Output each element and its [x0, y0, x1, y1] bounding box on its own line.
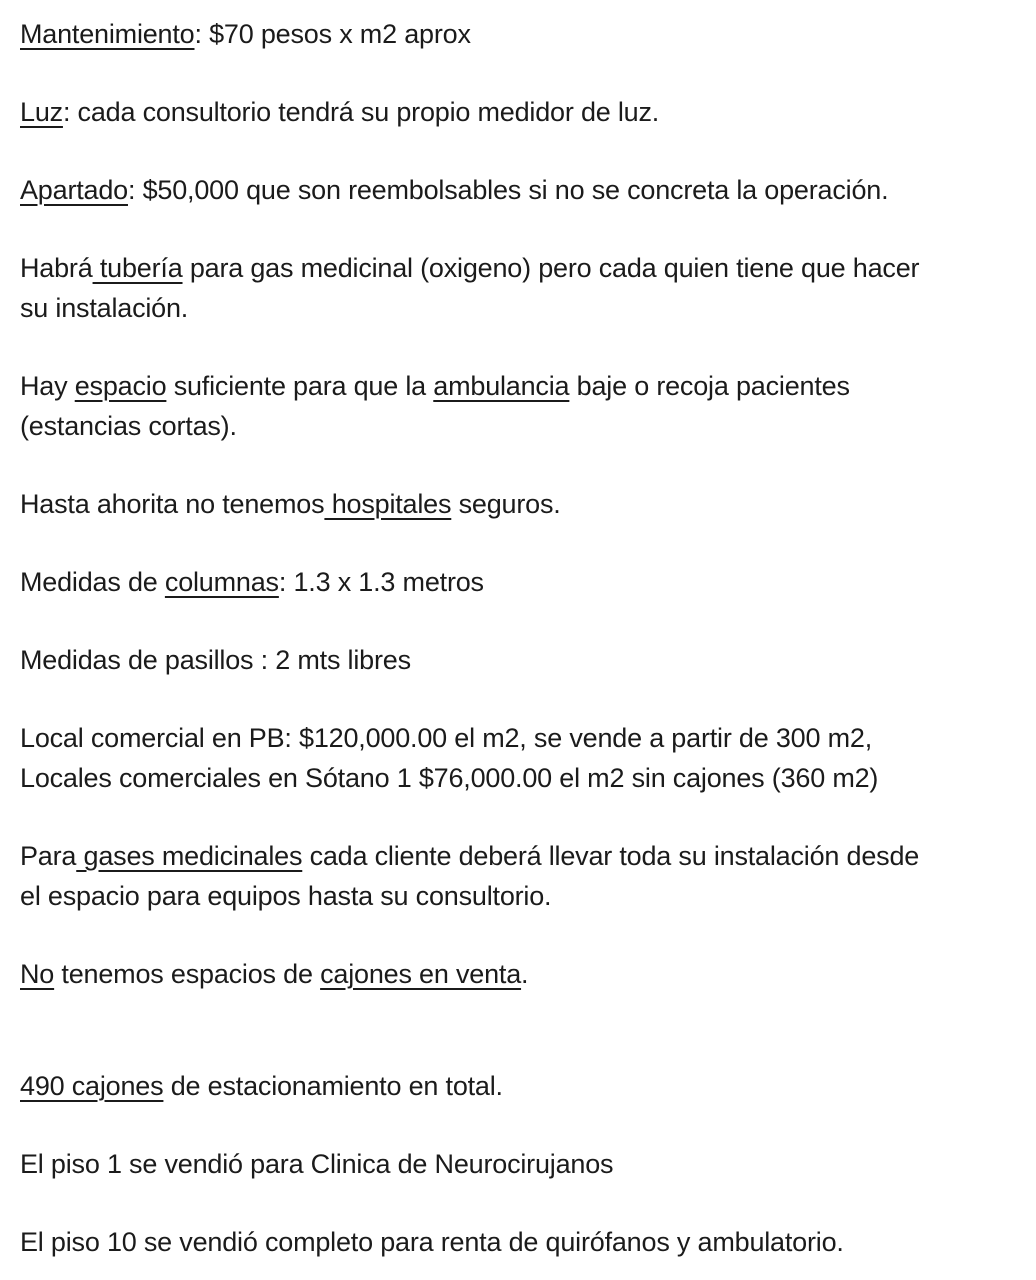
paragraph: [20, 1222, 1020, 1262]
text-run: su instalación.: [20, 293, 189, 323]
text-line: [20, 14, 1020, 54]
text-line: [20, 170, 1020, 210]
text-run: Locales comerciales en Sótano 1 $76,000.00 el m2 sin cajones (360 m2): [20, 763, 879, 793]
text-line: [20, 406, 1020, 446]
text-line: [20, 640, 1020, 680]
text-run: tenemos espacios de: [54, 959, 321, 989]
paragraph: [20, 1144, 1020, 1184]
text-run: : $50,000 que son reembolsables si no se concreta la operación.: [127, 175, 889, 205]
paragraph: [20, 562, 1020, 602]
text-run: El piso 1 se vendió para Clinica de Neurocirujanos: [20, 1149, 614, 1179]
text-run: Hay: [20, 371, 75, 401]
paragraph: [20, 718, 1020, 798]
text-run: el espacio para equipos hasta su consultorio.: [20, 881, 552, 911]
paragraph: [20, 640, 1020, 680]
text-line: [20, 876, 1020, 916]
underlined-text-run: columnas: [164, 567, 279, 597]
text-line: [20, 1066, 1020, 1106]
text-line: [20, 758, 1020, 798]
blank-line-spacer: [20, 1032, 1020, 1066]
text-line: [20, 484, 1020, 524]
text-line: [20, 836, 1020, 876]
paragraph: [20, 92, 1020, 132]
text-line: [20, 562, 1020, 602]
paragraph: [20, 954, 1020, 994]
text-run: .: [521, 959, 529, 989]
underlined-text-run: espacio: [74, 371, 167, 401]
underlined-text-run: Luz: [20, 97, 63, 127]
paragraph: [20, 14, 1020, 54]
text-run: Local comercial en PB: $120,000.00 el m2, se vende a partir de 300 m2,: [20, 723, 873, 753]
underlined-text-run: 490 cajones: [20, 1071, 164, 1101]
text-line: [20, 1144, 1020, 1184]
text-run: : $70 pesos x m2 aprox: [194, 19, 471, 49]
text-run: Hasta ahorita no tenemos: [20, 489, 325, 519]
text-run: de estacionamiento en total.: [163, 1071, 503, 1101]
text-run: El piso 10 se vendió completo para renta de quirófanos y ambulatorio.: [20, 1227, 844, 1257]
text-run: baje o recoja pacientes: [569, 371, 850, 401]
paragraph: [20, 366, 1020, 446]
underlined-text-run: Mantenimiento: [20, 19, 195, 49]
paragraph: [20, 1066, 1020, 1106]
underlined-text-run: Apartado: [20, 175, 128, 205]
text-line: [20, 1222, 1020, 1262]
text-run: : 1.3 x 1.3 metros: [278, 567, 484, 597]
underlined-text-run: No: [20, 959, 55, 989]
underlined-text-run: hospitales: [324, 489, 452, 519]
text-run: : cada consultorio tendrá su propio medidor de luz.: [62, 97, 660, 127]
text-run: Medidas de pasillos : 2 mts libres: [20, 645, 411, 675]
underlined-text-run: ambulancia: [433, 371, 570, 401]
paragraph: [20, 170, 1020, 210]
text-run: suficiente para que la: [166, 371, 434, 401]
text-line: [20, 248, 1020, 288]
text-line: [20, 92, 1020, 132]
underlined-text-run: tubería: [92, 253, 183, 283]
text-run: seguros.: [451, 489, 561, 519]
text-line: [20, 366, 1020, 406]
underlined-text-run: gases medicinales: [76, 841, 303, 871]
text-run: cada cliente deberá llevar toda su instalación desde: [302, 841, 920, 871]
text-run: Medidas de: [20, 567, 165, 597]
text-run: (estancias cortas).: [20, 411, 237, 441]
text-line: [20, 288, 1020, 328]
paragraph: [20, 484, 1020, 524]
text-run: Habrá: [20, 253, 93, 283]
text-line: [20, 718, 1020, 758]
paragraph: [20, 248, 1020, 328]
text-run: para gas medicinal (oxigeno) pero cada quien tiene que hacer: [182, 253, 920, 283]
text-line: [20, 954, 1020, 994]
paragraph: [20, 836, 1020, 916]
text-run: Para: [20, 841, 77, 871]
underlined-text-run: cajones en venta: [320, 959, 522, 989]
